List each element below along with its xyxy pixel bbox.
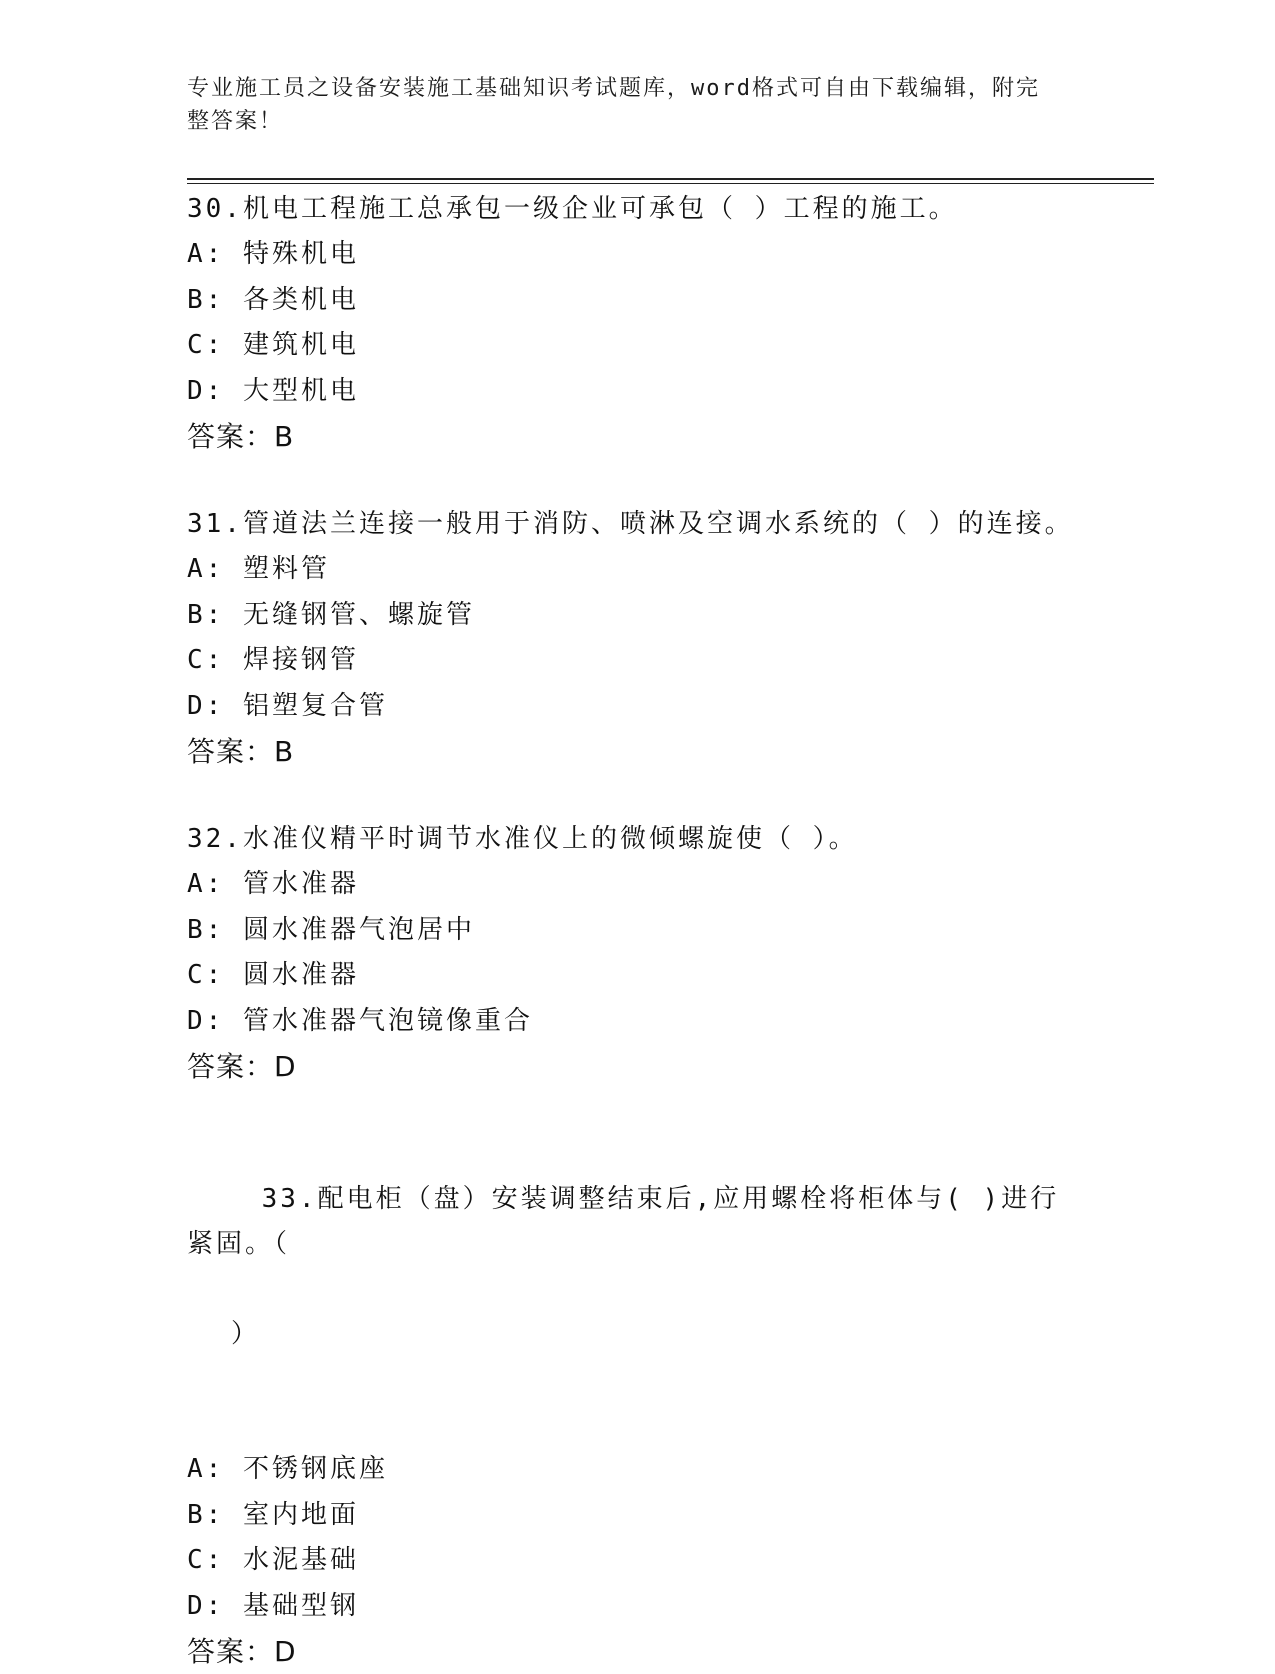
option-a: A: 管水准器 xyxy=(187,869,359,899)
option-b: B: 各类机电 xyxy=(187,284,359,315)
question-stem: 32.水准仪精平时调节水准仪上的微倾螺旋使（ ）。 xyxy=(187,824,858,854)
question-stem-line-1: 33.配电柜（盘）安装调整结束后,应用螺栓将柜体与( )进行紧固。（ xyxy=(187,1184,1060,1259)
question-32 xyxy=(187,817,1087,1089)
option-b: B: 圆水准器气泡居中 xyxy=(187,914,475,945)
answer-label: 答案：D xyxy=(187,1050,297,1083)
option-a: A: 特殊机电 xyxy=(187,239,359,269)
header-divider-top xyxy=(187,178,1154,180)
option-b: B: 室内地面 xyxy=(187,1499,359,1530)
option-c: C: 建筑机电 xyxy=(187,330,359,360)
option-d: D: 管水准器气泡镜像重合 xyxy=(187,1005,533,1036)
question-30 xyxy=(187,187,1087,459)
option-c: C: 圆水准器 xyxy=(187,960,359,990)
answer-label: 答案：B xyxy=(187,735,295,768)
option-a: A: 不锈钢底座 xyxy=(187,1454,388,1484)
question-stem xyxy=(187,1132,1087,1447)
option-b: B: 无缝钢管、螺旋管 xyxy=(187,599,475,630)
header-line-2: 整答案！ xyxy=(187,109,284,134)
option-a: A: 塑料管 xyxy=(187,554,330,584)
answer-label: 答案：B xyxy=(187,420,295,453)
option-d: D: 基础型钢 xyxy=(187,1590,359,1621)
question-31 xyxy=(187,502,1087,774)
header-line-1: 专业施工员之设备安装施工基础知识考试题库，word格式可自由下载编辑，附完 xyxy=(187,76,1040,101)
question-stem-line-2: ） xyxy=(231,1319,261,1349)
document-header xyxy=(187,72,1067,138)
question-stem: 30.机电工程施工总承包一级企业可承包（ ）工程的施工。 xyxy=(187,194,958,224)
header-divider-bottom xyxy=(187,183,1154,184)
option-d: D: 大型机电 xyxy=(187,375,359,406)
option-c: C: 水泥基础 xyxy=(187,1545,359,1575)
option-c: C: 焊接钢管 xyxy=(187,645,359,675)
answer-label: 答案：D xyxy=(187,1635,297,1668)
question-33 xyxy=(187,1132,1087,1674)
option-d: D: 铝塑复合管 xyxy=(187,690,388,721)
question-stem: 31.管道法兰连接一般用于消防、喷淋及空调水系统的（ ）的连接。 xyxy=(187,509,1074,539)
